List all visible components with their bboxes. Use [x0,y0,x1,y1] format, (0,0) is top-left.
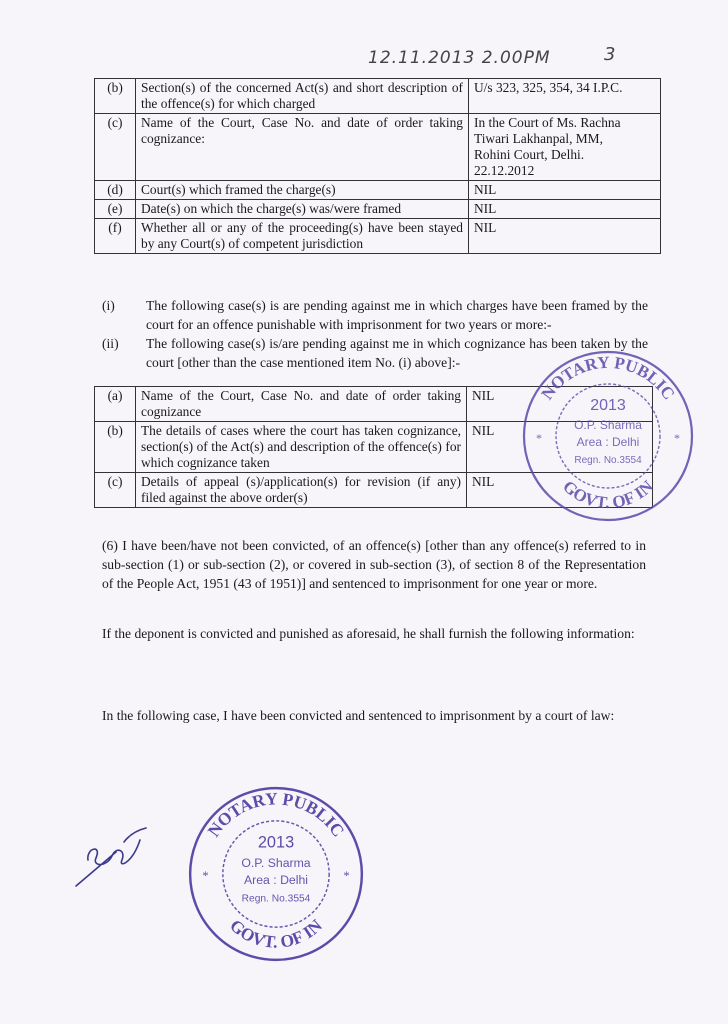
row-description: Name of the Court, Case No. and date of order taking cognizance: [136,114,469,181]
row-label: (b) [95,79,136,114]
svg-text:NOTARY PUBLIC: NOTARY PUBLIC [537,352,679,404]
svg-text:Area : Delhi: Area : Delhi [576,435,640,449]
svg-text:Area : Delhi: Area : Delhi [243,873,309,888]
svg-text:*: * [343,869,350,884]
row-label: (d) [95,181,136,200]
handwritten-date: 12.11.2013 2.00PM [368,48,551,68]
row-value: NIL [467,422,653,473]
svg-text:2013: 2013 [590,397,626,414]
svg-text:2013: 2013 [257,833,295,852]
row-label: (e) [95,200,136,219]
table-row [95,114,661,181]
row-value: NIL [469,181,661,200]
court-name: In the Court of Ms. Rachna [474,115,621,130]
court-judge: Tiwari Lakhanpal, MM, [474,131,603,146]
row-description: The details of cases where the court has taken cognizance, section(s) of the Act(s) and description of the offence(s) for which cognizance taken [136,422,467,473]
item-text: The following case(s) is are pending against me in which charges have been framed by the court for an offence punishable with imprisonment for two years or more:- [146,298,648,332]
row-label: (b) [95,422,136,473]
svg-text:Regn. No.3554: Regn. No.3554 [574,455,642,466]
item-text: The following case(s) is/are pending against me in which cognizance has been taken by the court [other than the case mentioned item No. (i) above]:- [146,336,648,370]
svg-text:O.P. Sharma: O.P. Sharma [574,418,642,432]
signature-icon [72,820,150,890]
row-description: Details of appeal (s)/application(s) for revision (if any) filed against the above order(s) [136,473,467,508]
notary-stamp-bottom-icon [184,782,368,966]
notary-stamp-icon [518,346,698,526]
conviction-text: (6) I have been/have not been convicted, of an offence(s) [other than any offence(s) referred to in sub-section (1) or sub-section (2), or covered in sub-section (3), of section 8 of the Representation of the People Act, 1951 (43 of 1951)] and sentenced to imprisonment for one year or more. [102,538,646,591]
svg-text:GOVT. OF IN: GOVT. OF IN [559,476,657,513]
row-description: Date(s) on which the charge(s) was/were framed [136,200,469,219]
court-date: 22.12.2012 [474,163,535,178]
svg-text:*: * [674,431,680,445]
svg-text:Regn. No.3554: Regn. No.3554 [241,893,311,905]
table-row [95,79,661,114]
following-case-paragraph: In the following case, I have been convicted and sentenced to imprisonment by a court of law: [102,708,615,723]
row-label: (a) [95,387,136,422]
table-row [95,181,661,200]
row-label: (c) [95,114,136,181]
conviction-paragraph [102,536,646,593]
row-description: Whether all or any of the proceeding(s) have been stayed by any Court(s) of competent jurisdiction [136,219,469,254]
row-description: Section(s) of the concerned Act(s) and short description of the offence(s) for which charged [136,79,469,114]
row-label: (f) [95,219,136,254]
svg-text:*: * [202,869,209,884]
table-row [95,200,661,219]
item-number: (i) [102,298,115,313]
svg-text:*: * [536,431,542,445]
row-value [469,114,661,181]
charges-table [94,78,661,254]
row-value: NIL [469,219,661,254]
row-value: NIL [467,387,653,422]
table-row [95,219,661,254]
row-value: NIL [469,200,661,219]
svg-text:NOTARY PUBLIC: NOTARY PUBLIC [204,789,348,841]
row-description: Name of the Court, Case No. and date of order taking cognizance [136,387,467,422]
row-value: NIL [467,473,653,508]
item-number: (ii) [102,336,119,351]
svg-text:GOVT. OF IN: GOVT. OF IN [226,915,326,952]
handwritten-page-number: 3 [604,44,616,65]
row-label: (c) [95,473,136,508]
court-location: Rohini Court, Delhi. [474,147,585,162]
row-value: U/s 323, 325, 354, 34 I.P.C. [469,79,661,114]
row-description: Court(s) which framed the charge(s) [136,181,469,200]
svg-text:O.P. Sharma: O.P. Sharma [241,855,311,870]
deponent-paragraph: If the deponent is convicted and punished as aforesaid, he shall furnish the following information: [102,626,635,641]
